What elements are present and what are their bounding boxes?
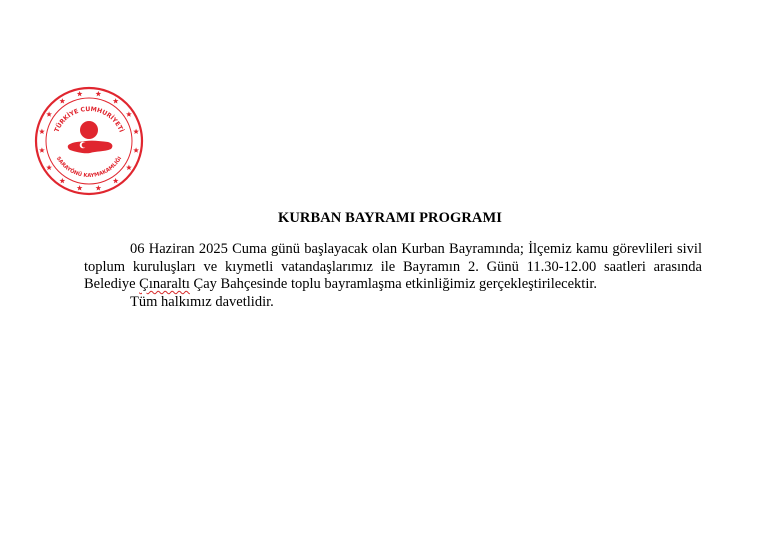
seal-star	[77, 185, 83, 190]
seal-star	[96, 185, 102, 190]
seal-bottom-text: SARAYÖNÜ KAYMAKAMLIĞI	[54, 155, 124, 180]
seal-star	[39, 129, 45, 134]
seal-star	[46, 111, 52, 116]
seal-star	[113, 98, 119, 103]
seal-star	[39, 147, 45, 152]
paragraph-text-before: 06 Haziran 2025 Cuma günü başlayacak olan Kurban Bayramında; İlçemiz kamu görevlileri sivil toplum kuruluşları ve kıymetli vatandaşlarımız ile Bayramın 2. Günü 11.30-12.00 saatleri arasında Belediye	[84, 241, 702, 292]
seal-star	[113, 178, 119, 183]
document-title: KURBAN BAYRAMI PROGRAMI	[277, 210, 503, 226]
seal-emblem	[68, 121, 113, 153]
seal-star	[77, 91, 83, 96]
paragraph-text-after: Çay Bahçesinde toplu bayramlaşma etkinliğimiz gerçekleştirilecektir.	[189, 276, 597, 292]
seal-star	[59, 178, 65, 183]
invitation-paragraph: Tüm halkımız davetlidir.	[130, 293, 274, 310]
kaymakamlik-seal-logo	[34, 86, 144, 196]
announcement-paragraph	[84, 241, 702, 294]
seal-star	[133, 129, 139, 134]
seal-star	[96, 91, 102, 96]
seal-top-text: TÜRKİYE CUMHURİYETİ	[53, 105, 125, 134]
seal-star	[59, 98, 65, 103]
spellcheck-flagged-word: Çınaraltı	[139, 276, 190, 292]
seal-star	[126, 111, 132, 116]
seal-star	[46, 165, 52, 170]
document-body	[84, 241, 702, 311]
seal-star	[133, 147, 139, 152]
seal-star	[126, 165, 132, 170]
